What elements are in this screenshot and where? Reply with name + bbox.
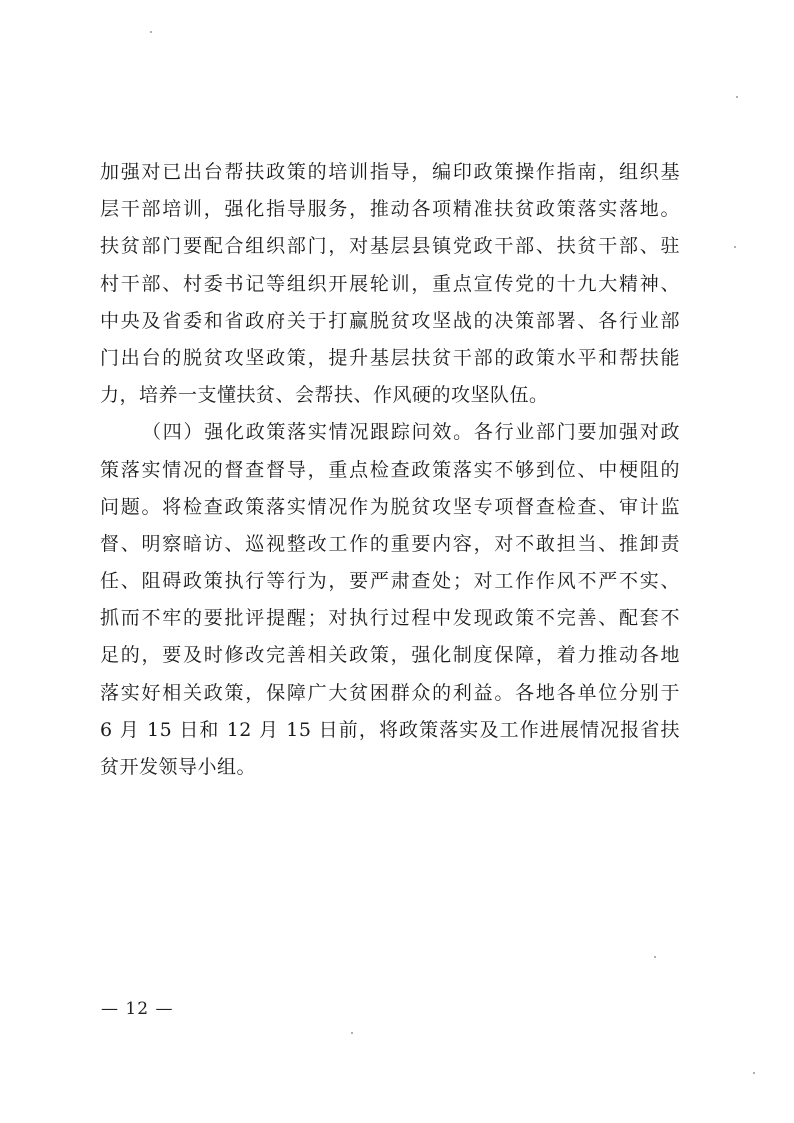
text-line: 问题。将检查政策落实情况作为脱贫攻坚专项督查检查、审计监 [100,495,680,518]
scan-speck [150,31,152,33]
text-line: 力，培养一支懂扶贫、会帮扶、作风硬的攻坚队伍。 [100,384,549,407]
scan-speck [736,96,738,98]
text-line: 扶贫部门要配合组织部门，对基层县镇党政干部、扶贫干部、驻 [100,235,680,258]
paragraph-1 [100,154,680,414]
text-line: 落实好相关政策，保障广大贫困群众的利益。各地各单位分别于 [100,681,680,704]
text-line: 中央及省委和省政府关于打赢脱贫攻坚战的决策部署、各行业部 [100,309,680,332]
text-line: 村干部、村委书记等组织开展轮训，重点宣传党的十九大精神、 [100,272,680,295]
text-line: 加强对已出台帮扶政策的培训指导，编印政策操作指南，组织基 [100,161,680,183]
scan-speck [734,246,736,248]
scan-speck [351,1032,353,1034]
scan-speck [654,956,656,958]
scan-speck [753,1072,755,1074]
text-line: 足的，要及时修改完善相关政策，强化制度保障，着力推动各地 [100,644,680,667]
text-line: 层干部培训，强化指导服务，推动各项精准扶贫政策落实落地。 [100,198,680,221]
text-line: 门出台的脱贫攻坚政策，提升基层扶贫干部的政策水平和帮扶能 [100,346,680,369]
text-line: 任、阻碍政策执行等行为，要严肃查处；对工作作风不严不实、 [100,570,680,593]
text-line: 6 月 15 日和 12 月 15 日前，将政策落实及工作进展情况报省扶 [100,718,680,741]
text-line: （四）强化政策落实情况跟踪问效。各行业部门要加强对政 [142,421,680,444]
text-line: 督、明察暗访、巡视整改工作的重要内容，对不敢担当、推卸责 [100,532,680,555]
text-line: 贫开发领导小组。 [100,756,257,778]
text-line: 抓而不牢的要批评提醒；对执行过程中发现政策不完善、配套不 [100,607,680,630]
page-number: — 12 — [101,999,174,1019]
body-text [100,154,680,786]
paragraph-2 [100,414,680,786]
text-line: 策落实情况的督查督导，重点检查政策落实不够到位、中梗阻的 [100,458,680,481]
